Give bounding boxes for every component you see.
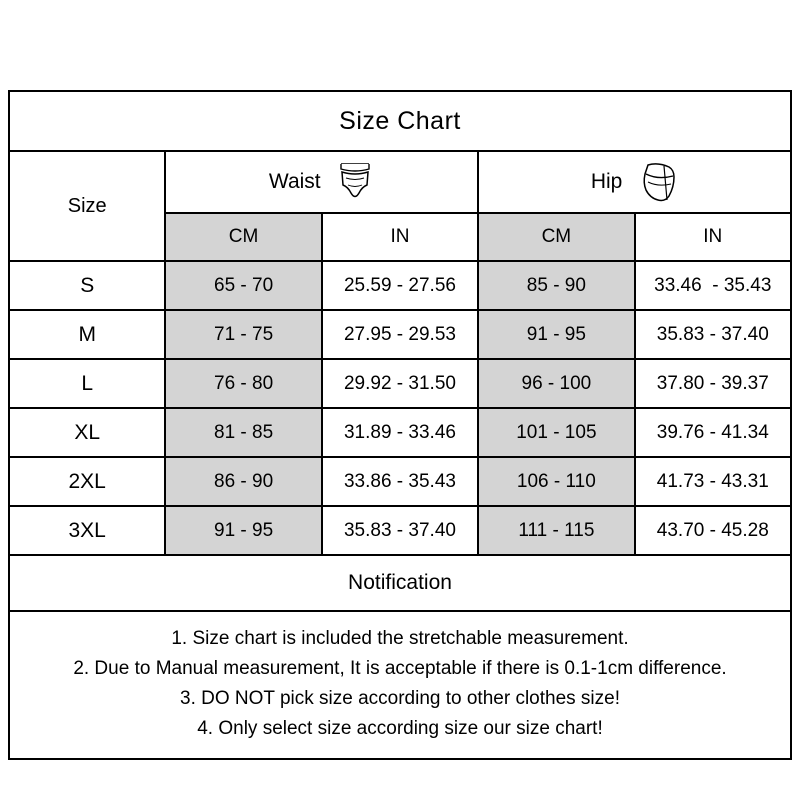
row-waist-cm: 81 - 85	[165, 408, 321, 457]
row-waist-in: 25.59 - 27.56	[322, 261, 478, 310]
panty-hip-icon	[636, 160, 678, 204]
hip-group-header	[478, 151, 791, 213]
row-hip-in: 35.83 - 37.40	[635, 310, 791, 359]
row-hip-cm: 111 - 115	[478, 506, 634, 555]
notification-heading: Notification	[9, 555, 791, 611]
row-size-label: 3XL	[9, 506, 165, 555]
row-waist-in: 35.83 - 37.40	[322, 506, 478, 555]
table-group-header-row	[9, 151, 791, 213]
notification-heading-row	[9, 555, 791, 611]
table-row	[9, 261, 791, 310]
table-row	[9, 359, 791, 408]
row-hip-in: 41.73 - 43.31	[635, 457, 791, 506]
size-column-header: Size	[9, 151, 165, 261]
row-hip-cm: 85 - 90	[478, 261, 634, 310]
hip-cm-header: CM	[478, 213, 634, 261]
size-chart-table	[8, 90, 792, 760]
row-size-label: 2XL	[9, 457, 165, 506]
row-waist-in: 33.86 - 35.43	[322, 457, 478, 506]
row-hip-in: 37.80 - 39.37	[635, 359, 791, 408]
table-row	[9, 457, 791, 506]
notification-body-row	[9, 611, 791, 759]
row-hip-cm: 106 - 110	[478, 457, 634, 506]
row-hip-in: 33.46 - 35.43	[635, 261, 791, 310]
row-hip-cm: 96 - 100	[478, 359, 634, 408]
notification-line: 3. DO NOT pick size according to other clothes size!	[180, 688, 620, 709]
row-hip-cm: 91 - 95	[478, 310, 634, 359]
size-chart-container	[8, 90, 792, 760]
hip-group-label: Hip	[590, 170, 623, 193]
waist-group-label: Waist	[268, 170, 321, 193]
row-size-label: S	[9, 261, 165, 310]
row-waist-cm: 71 - 75	[165, 310, 321, 359]
row-hip-in: 39.76 - 41.34	[635, 408, 791, 457]
table-row	[9, 310, 791, 359]
row-size-label: XL	[9, 408, 165, 457]
row-size-label: L	[9, 359, 165, 408]
row-waist-cm: 86 - 90	[165, 457, 321, 506]
row-hip-cm: 101 - 105	[478, 408, 634, 457]
waist-cm-header: CM	[165, 213, 321, 261]
table-row	[9, 506, 791, 555]
row-hip-in: 43.70 - 45.28	[635, 506, 791, 555]
waist-group-header	[165, 151, 478, 213]
notification-line: 4. Only select size according size our size chart!	[197, 718, 603, 739]
hip-in-header: IN	[635, 213, 791, 261]
notification-line: 1. Size chart is included the stretchable measurement.	[171, 628, 629, 649]
table-row	[9, 408, 791, 457]
table-title-row	[9, 91, 791, 151]
row-waist-in: 29.92 - 31.50	[322, 359, 478, 408]
notification-line: 2. Due to Manual measurement, It is acceptable if there is 0.1-1cm difference.	[73, 658, 727, 679]
row-waist-cm: 65 - 70	[165, 261, 321, 310]
page-title: Size Chart	[9, 91, 791, 151]
waist-in-header: IN	[322, 213, 478, 261]
row-waist-in: 27.95 - 29.53	[322, 310, 478, 359]
notification-body	[9, 611, 791, 759]
panty-waist-icon	[335, 160, 375, 204]
row-waist-cm: 76 - 80	[165, 359, 321, 408]
row-waist-in: 31.89 - 33.46	[322, 408, 478, 457]
row-waist-cm: 91 - 95	[165, 506, 321, 555]
row-size-label: M	[9, 310, 165, 359]
